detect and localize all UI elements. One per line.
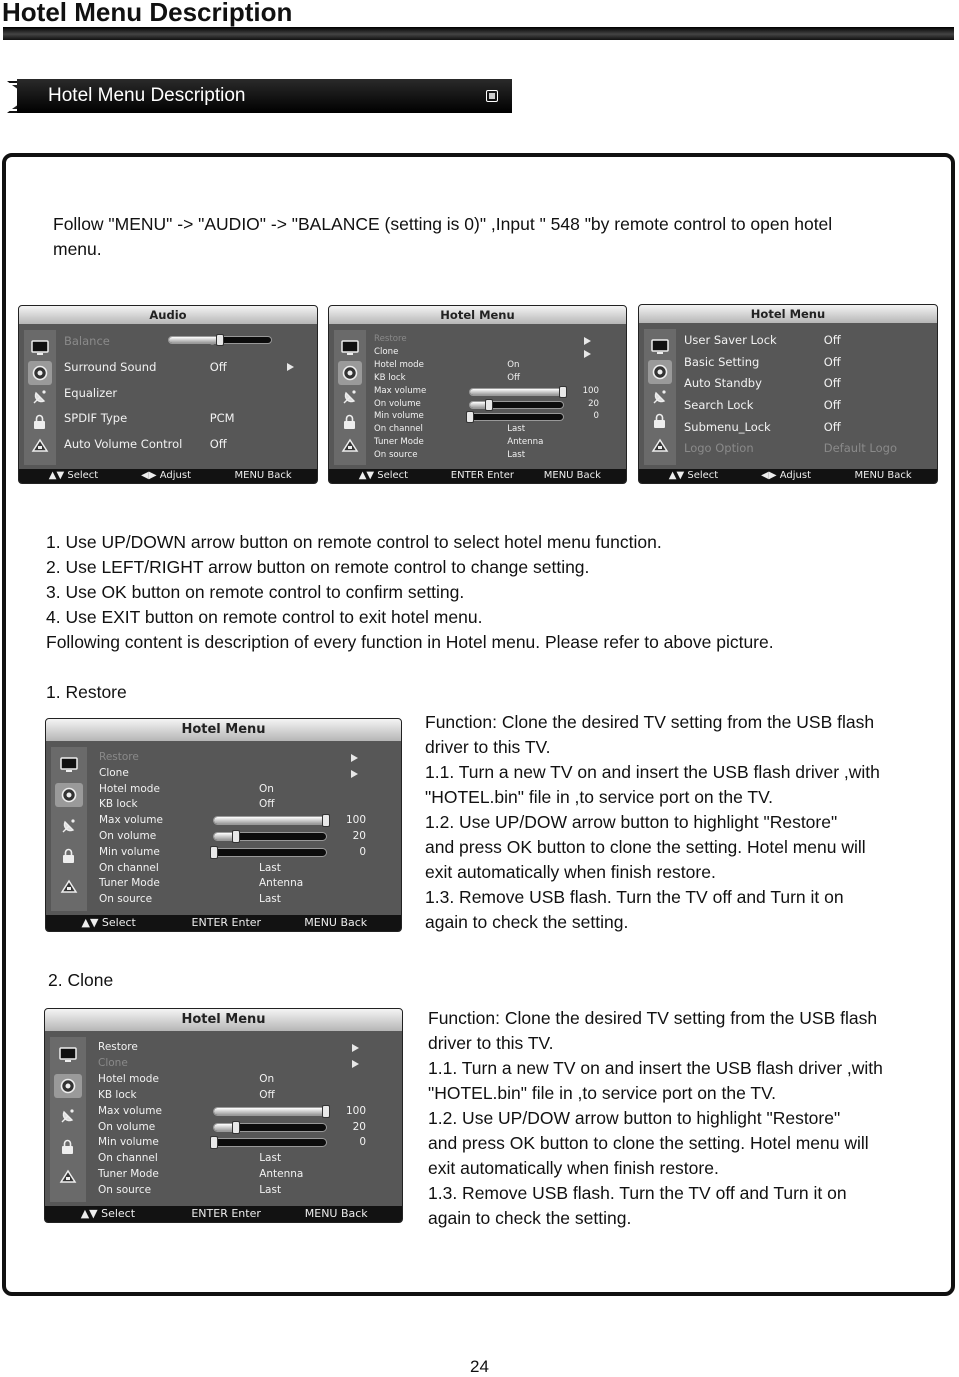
- footer-hint: ▲▼ Select: [358, 470, 409, 481]
- volume-slider[interactable]: [469, 401, 564, 409]
- tv-icon: [338, 336, 362, 360]
- menu-row-value: Default Logo: [823, 441, 898, 456]
- satellite-icon: [54, 1104, 82, 1128]
- volume-slider[interactable]: [213, 1107, 327, 1116]
- menu-icon-column: [334, 330, 366, 465]
- menu-row-label[interactable]: Tuner Mode: [99, 877, 160, 890]
- tv-icon: [55, 753, 83, 777]
- settings-icon: [28, 361, 52, 385]
- menu-row-value: Last: [259, 861, 281, 874]
- description-line: again to check the setting.: [428, 1208, 632, 1228]
- footer-hint: ENTER Enter: [450, 470, 514, 481]
- menu-title: Hotel Menu: [639, 305, 937, 323]
- menu-row-label[interactable]: Hotel mode: [99, 782, 160, 795]
- instruction-list: [46, 530, 774, 655]
- description-line: 1.2. Use UP/DOW arrow button to highlight "Restore": [428, 1108, 841, 1128]
- slider-handle[interactable]: [210, 846, 218, 859]
- footer-hint: MENU Back: [543, 470, 601, 481]
- menu-row-value: 100: [345, 814, 366, 827]
- clone-menu-screenshot: [44, 1008, 403, 1223]
- menu-row-label[interactable]: On channel: [374, 424, 423, 435]
- volume-slider[interactable]: [469, 388, 564, 396]
- submenu-arrow-icon: [351, 770, 358, 778]
- section-bar-title: Hotel Menu Description: [48, 85, 246, 106]
- intro-line: menu.: [53, 239, 102, 259]
- menu-row-value: On: [259, 782, 274, 795]
- description-line: exit automatically when finish restore.: [428, 1158, 719, 1178]
- menu-row-label[interactable]: On source: [374, 450, 418, 461]
- menu-row-value: Off: [823, 376, 841, 391]
- menu-row-label[interactable]: Min volume: [374, 411, 424, 422]
- footer-hint: MENU Back: [304, 1207, 368, 1220]
- footer-hint: ENTER Enter: [191, 916, 262, 929]
- menu-row-label[interactable]: On volume: [98, 1120, 156, 1133]
- menu-row-value: PCM: [209, 411, 235, 426]
- menu-icon-column: [644, 329, 676, 465]
- menu-footer: [19, 469, 317, 483]
- menu-row-label[interactable]: Logo Option: [684, 441, 754, 456]
- slider-handle[interactable]: [466, 411, 474, 423]
- tv-icon: [28, 336, 52, 360]
- description-line: exit automatically when finish restore.: [425, 862, 716, 882]
- lock-icon: [648, 409, 672, 433]
- description-line: and press OK button to clone the setting. Hotel menu will: [428, 1133, 869, 1153]
- menu-title: Hotel Menu: [46, 719, 401, 741]
- slider-handle[interactable]: [559, 386, 567, 398]
- slider-handle[interactable]: [322, 814, 330, 827]
- lock-icon: [28, 410, 52, 434]
- menu-row-label[interactable]: On channel: [98, 1152, 158, 1165]
- menu-icon-column: [51, 747, 87, 911]
- instruction-item: 2. Use LEFT/RIGHT arrow button on remote control to change setting.: [46, 557, 590, 577]
- menu-footer: [45, 1206, 402, 1222]
- slider-handle[interactable]: [216, 334, 224, 346]
- description-line: 1.2. Use UP/DOW arrow button to highlight "Restore": [425, 812, 838, 832]
- menu-row-value: Off: [823, 354, 841, 369]
- input-icon: [28, 434, 52, 458]
- menu-row-value: 100: [345, 1104, 366, 1117]
- instruction-item: 1. Use UP/DOWN arrow button on remote control to select hotel menu function.: [46, 532, 662, 552]
- title-rule: [3, 27, 954, 40]
- description-line: 1.3. Remove USB flash. Turn the TV off and Turn it on: [428, 1183, 847, 1203]
- settings-icon: [55, 783, 83, 807]
- volume-slider[interactable]: [469, 413, 564, 421]
- menu-row-label[interactable]: On volume: [374, 398, 421, 409]
- menu-footer: [46, 915, 401, 931]
- description-line: "HOTEL.bin" file in ,to service port on the TV.: [428, 1083, 777, 1103]
- square-icon: [486, 90, 498, 102]
- submenu-arrow-icon: [352, 1060, 359, 1068]
- menu-row-value: Last: [259, 1184, 282, 1197]
- submenu-arrow-icon: [352, 1044, 359, 1052]
- restore-menu-screenshot: [45, 718, 402, 932]
- description-line: and press OK button to clone the setting. Hotel menu will: [425, 837, 866, 857]
- description-line: 1.1. Turn a new TV on and insert the USB flash driver ,with: [425, 762, 880, 782]
- menu-row-value: Off: [259, 798, 275, 811]
- description-line: 1.3. Remove USB flash. Turn the TV off and Turn it on: [425, 887, 844, 907]
- input-icon: [338, 434, 362, 458]
- volume-slider[interactable]: [213, 1138, 327, 1147]
- intro-line: Follow "MENU" -> "AUDIO" -> "BALANCE (setting is 0)" ,Input " 548 "by remote control to open hotel: [53, 214, 833, 234]
- menu-row-label[interactable]: Hotel mode: [98, 1072, 159, 1085]
- clone-description: [428, 1006, 883, 1231]
- settings-icon: [54, 1074, 82, 1098]
- menu-row-value: 0: [359, 845, 366, 858]
- menu-row-label[interactable]: On channel: [99, 861, 159, 874]
- description-line: "HOTEL.bin" file in ,to service port on the TV.: [425, 787, 774, 807]
- menu-row-value: Last: [259, 893, 281, 906]
- footer-hint: ◀▶ Adjust: [141, 470, 191, 481]
- menu-row-value: Last: [259, 1152, 282, 1165]
- instruction-note: Following content is description of every function in Hotel menu. Please refer to above picture.: [46, 632, 774, 652]
- menu-row-label[interactable]: Balance: [64, 334, 110, 348]
- menu-row-label[interactable]: KB lock: [99, 798, 138, 811]
- menu-row-label[interactable]: Max volume: [98, 1104, 162, 1117]
- menu-row-label[interactable]: On source: [98, 1184, 152, 1197]
- menu-row-value: On: [507, 359, 520, 370]
- settings-icon: [338, 361, 362, 385]
- menu-row-label[interactable]: User Saver Lock: [684, 333, 777, 347]
- menu-row-label[interactable]: Tuner Mode: [98, 1168, 159, 1181]
- menu-icon-column: [24, 330, 56, 465]
- footer-hint: ◀▶ Adjust: [761, 470, 811, 481]
- menu-row-value: 0: [593, 411, 599, 422]
- slider-handle[interactable]: [232, 830, 240, 843]
- description-line: 1.1. Turn a new TV on and insert the USB flash driver ,with: [428, 1058, 883, 1078]
- tv-icon: [648, 335, 672, 359]
- menu-row-label[interactable]: Clone: [99, 766, 129, 779]
- menu-row-label[interactable]: Auto Standby: [684, 376, 762, 391]
- submenu-arrow-icon: [584, 350, 591, 358]
- menu-footer: [639, 469, 937, 483]
- menu-row-value: Antenna: [507, 437, 544, 448]
- slider-handle[interactable]: [322, 1105, 330, 1118]
- menu-row-value: Off: [209, 359, 227, 374]
- menu-row-label[interactable]: Equalizer: [64, 385, 118, 400]
- menu-row-label[interactable]: Hotel mode: [374, 359, 424, 370]
- footer-hint: ENTER Enter: [191, 1207, 261, 1220]
- menu-row-value: On: [259, 1072, 275, 1085]
- description-line: again to check the setting.: [425, 912, 629, 932]
- menu-title: Audio: [19, 306, 317, 324]
- page-title: Hotel Menu Description: [2, 0, 293, 27]
- tv-icon: [54, 1043, 82, 1067]
- menu-row-label[interactable]: Restore: [99, 751, 139, 763]
- menu-row-label[interactable]: SPDIF Type: [64, 411, 128, 426]
- section-heading-restore: 1. Restore: [46, 682, 127, 702]
- description-line: Function: Clone the desired TV setting from the USB flash: [425, 712, 875, 732]
- page-number: 24: [470, 1357, 489, 1376]
- menu-row-value: Antenna: [259, 877, 304, 890]
- footer-hint: ▲▼ Select: [48, 470, 99, 481]
- intro-paragraph: [53, 212, 832, 262]
- menu-row-value: 20: [352, 1120, 366, 1133]
- satellite-icon: [28, 385, 52, 409]
- menu-row-label[interactable]: Surround Sound: [64, 359, 157, 374]
- menu-row-label[interactable]: Clone: [374, 346, 399, 357]
- menu-row-value: 20: [588, 398, 599, 409]
- menu-row-label[interactable]: Basic Setting: [684, 354, 760, 369]
- menu-row-value: Off: [209, 437, 227, 452]
- description-line: driver to this TV.: [425, 737, 551, 757]
- menu-row-label[interactable]: Min volume: [99, 845, 160, 858]
- menu-row-label[interactable]: On source: [99, 893, 153, 906]
- satellite-icon: [55, 814, 83, 838]
- hotel-menu-page2-screenshot: [638, 304, 938, 484]
- menu-row-label[interactable]: Max volume: [99, 814, 163, 827]
- footer-hint: ▲▼ Select: [81, 916, 136, 929]
- slider-fill: [169, 337, 220, 343]
- menu-row-value: Last: [507, 450, 526, 461]
- menu-row-label[interactable]: Restore: [374, 334, 407, 344]
- input-icon: [54, 1165, 82, 1189]
- menu-row-value: Antenna: [259, 1168, 304, 1181]
- menu-footer: [329, 469, 626, 483]
- slider-handle[interactable]: [232, 1121, 240, 1134]
- menu-row-label[interactable]: On volume: [99, 830, 157, 842]
- input-icon: [648, 434, 672, 458]
- submenu-arrow-icon: [351, 754, 358, 762]
- menu-row-value: 20: [352, 830, 366, 842]
- slider-fill: [214, 1108, 326, 1115]
- slider-fill: [470, 389, 563, 395]
- menu-row-label[interactable]: Tuner Mode: [374, 437, 424, 448]
- menu-row-label[interactable]: KB lock: [98, 1088, 137, 1101]
- volume-slider[interactable]: [213, 1123, 327, 1132]
- lock-icon: [338, 410, 362, 434]
- section-heading-clone: 2. Clone: [48, 970, 114, 990]
- description-line: driver to this TV.: [428, 1033, 554, 1053]
- restore-description: [425, 710, 880, 935]
- slider-handle[interactable]: [210, 1136, 218, 1149]
- menu-row-label[interactable]: KB lock: [374, 372, 406, 383]
- instruction-item: 3. Use OK button on remote control to confirm setting.: [46, 582, 465, 602]
- slider-handle[interactable]: [485, 399, 493, 411]
- submenu-arrow-icon: [287, 363, 294, 371]
- menu-title: Hotel Menu: [329, 306, 626, 324]
- lock-icon: [54, 1135, 82, 1159]
- menu-row-label[interactable]: Search Lock: [684, 398, 754, 412]
- satellite-icon: [648, 385, 672, 409]
- menu-row-label[interactable]: Clone: [98, 1056, 128, 1069]
- menu-row-label[interactable]: Restore: [98, 1041, 138, 1053]
- menu-title: Hotel Menu: [45, 1009, 402, 1031]
- input-icon: [55, 875, 83, 899]
- satellite-icon: [338, 385, 362, 409]
- settings-icon: [648, 360, 672, 384]
- menu-row-label[interactable]: Min volume: [98, 1136, 159, 1149]
- menu-row-value: Off: [823, 333, 841, 347]
- menu-row-value: Off: [823, 419, 841, 434]
- volume-slider[interactable]: [213, 832, 327, 841]
- menu-row-label[interactable]: Auto Volume Control: [64, 437, 183, 452]
- footer-hint: MENU Back: [234, 470, 292, 481]
- volume-slider[interactable]: [213, 848, 327, 857]
- slider-fill: [214, 817, 326, 824]
- lock-icon: [55, 844, 83, 868]
- audio-menu-screenshot: [18, 305, 318, 484]
- menu-row-value: Last: [507, 424, 526, 435]
- description-line: Function: Clone the desired TV setting from the USB flash: [428, 1008, 878, 1028]
- footer-hint: ▲▼ Select: [80, 1207, 136, 1220]
- volume-slider[interactable]: [213, 816, 327, 825]
- menu-icon-column: [50, 1037, 86, 1202]
- hotel-menu-screenshot: [328, 305, 627, 484]
- volume-slider[interactable]: [168, 336, 272, 344]
- submenu-arrow-icon: [584, 337, 591, 345]
- menu-row-value: Off: [507, 372, 520, 383]
- footer-hint: ▲▼ Select: [668, 470, 719, 481]
- menu-row-value: 100: [582, 385, 599, 396]
- menu-row-label[interactable]: Max volume: [374, 385, 427, 396]
- menu-row-value: Off: [259, 1088, 275, 1101]
- footer-hint: MENU Back: [854, 470, 912, 481]
- menu-row-value: 0: [359, 1136, 366, 1149]
- instruction-item: 4. Use EXIT button on remote control to exit hotel menu.: [46, 607, 483, 627]
- menu-row-value: Off: [823, 398, 841, 412]
- menu-row-label[interactable]: Submenu_Lock: [684, 419, 771, 434]
- footer-hint: MENU Back: [304, 916, 368, 929]
